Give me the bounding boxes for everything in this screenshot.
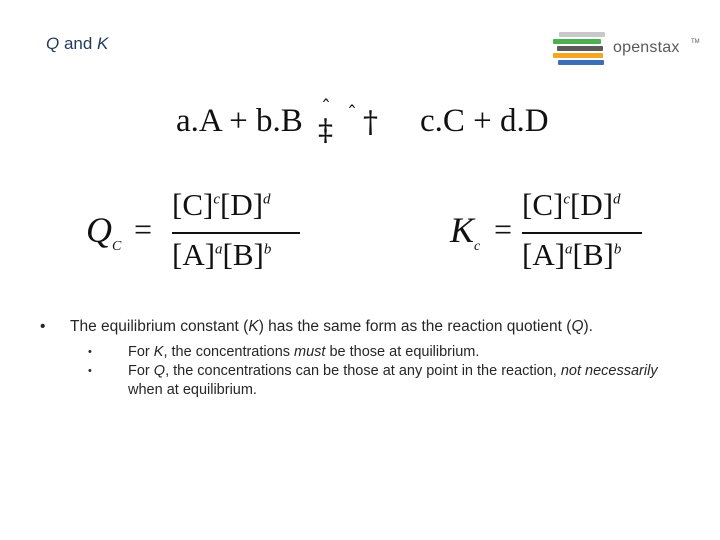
qc-num-d-exp: d — [263, 191, 271, 208]
kc-numerator — [522, 187, 621, 223]
bullet-list — [40, 316, 680, 400]
slide-title — [46, 34, 108, 54]
reaction-products: c.C + d.D — [420, 103, 549, 139]
kc-num-c: [C] — [522, 187, 564, 222]
kc-letter: K — [450, 210, 475, 250]
sub-bullet-q — [88, 362, 680, 400]
sub-bullet-list — [40, 343, 680, 400]
kc-equals: = — [494, 211, 513, 247]
bullet-text: ). — [583, 318, 593, 335]
bullet-text: For — [128, 344, 154, 360]
title-and: and — [59, 34, 98, 53]
bullet-q: Q — [571, 318, 584, 335]
bullet-text: , the concentrations can be those at any point in the reaction, — [165, 363, 561, 379]
book-stripe — [557, 46, 603, 51]
qc-symbol — [86, 209, 121, 255]
book-stripe — [553, 53, 603, 58]
kc-den-a: [A] — [522, 237, 566, 272]
bullet-k: K — [248, 318, 259, 335]
logo-tm: TM — [691, 39, 700, 45]
qc-expression — [80, 185, 320, 285]
bullet-q: Q — [153, 363, 166, 379]
kc-num-d-exp: d — [613, 191, 621, 208]
bullet-text: For — [128, 363, 154, 379]
qc-fraction-bar — [172, 232, 300, 234]
qc-den-b-exp: b — [263, 241, 272, 258]
bullet-not-necessarily: not necessarily — [560, 363, 658, 379]
books-icon — [553, 30, 607, 66]
svg-text:‡: ‡ — [318, 113, 333, 146]
qc-num-c-exp: c — [213, 191, 220, 208]
bullet-text: ) has the same form as the reaction quotient ( — [258, 318, 572, 335]
bullet-dot: • — [40, 318, 46, 335]
qc-den-b: [B] — [222, 237, 264, 272]
logo-wordmark: openstax — [613, 39, 680, 56]
bullet-must: must — [294, 344, 326, 360]
svg-text:ˆ: ˆ — [321, 98, 331, 119]
qc-den-a: [A] — [172, 237, 216, 272]
sub-bullet-dot: • — [88, 365, 92, 377]
qc-letter: Q — [86, 210, 112, 250]
bullet-text: be those at equilibrium. — [325, 344, 480, 360]
qc-equals: = — [134, 211, 153, 247]
kc-denominator — [522, 237, 621, 273]
bullet-main — [40, 316, 680, 337]
kc-num-d: [D] — [570, 187, 614, 222]
bullet-k: K — [153, 344, 164, 360]
bullet-text: The equilibrium constant ( — [70, 318, 249, 335]
kc-subscript: c — [474, 239, 481, 255]
qc-num-d: [D] — [220, 187, 264, 222]
kc-fraction-bar — [522, 232, 642, 234]
kc-expression — [450, 185, 680, 285]
title-k: K — [97, 34, 109, 53]
reaction-reactants: a.A + b.B — [176, 103, 303, 139]
svg-text:ˆ: ˆ — [347, 101, 357, 125]
bullet-text: when at equilibrium. — [128, 382, 257, 398]
kc-num-c-exp: c — [563, 191, 570, 208]
kc-symbol — [450, 209, 480, 255]
openstax-logo — [553, 30, 713, 66]
bullet-text: , the concentrations — [163, 344, 295, 360]
qc-numerator — [172, 187, 271, 223]
sub-bullet-dot: • — [88, 346, 92, 358]
book-stripe — [558, 60, 604, 65]
qc-subscript: C — [112, 239, 122, 255]
qc-num-c: [C] — [172, 187, 214, 222]
qc-denominator — [172, 237, 271, 273]
kc-den-b-exp: b — [613, 241, 622, 258]
kc-den-a-exp: a — [565, 241, 573, 258]
equilibrium-arrow-icon — [315, 98, 395, 146]
book-stripe — [553, 39, 601, 44]
title-q: Q — [46, 34, 60, 53]
book-stripe — [559, 32, 605, 37]
qc-den-a-exp: a — [215, 241, 223, 258]
sub-bullet-k — [88, 343, 680, 362]
kc-den-b: [B] — [572, 237, 614, 272]
svg-text:†: † — [363, 105, 378, 140]
